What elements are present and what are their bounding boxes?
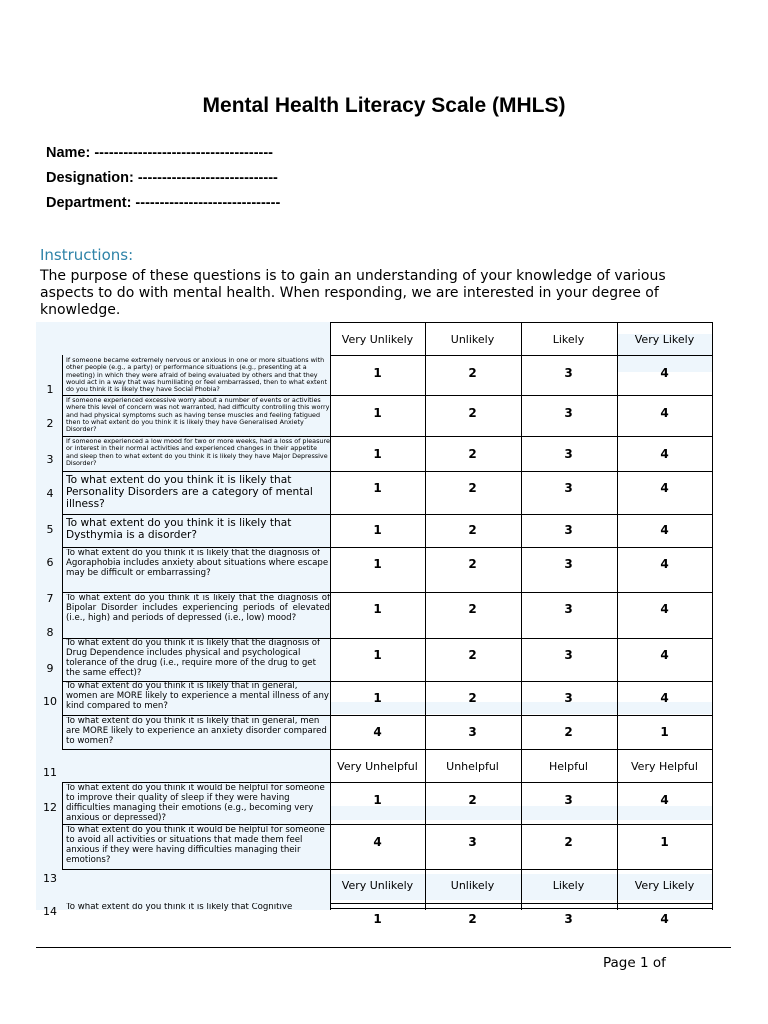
header-very-unlikely-2: Very Unlikely <box>341 879 414 892</box>
instructions-text: The purpose of these questions is to gain an understanding of your knowledge of various aspects to do with mental health. When responding, we are interested in your degree of knowledge. <box>40 268 666 318</box>
answer-option[interactable]: 4 <box>660 366 669 380</box>
header-helpful: Helpful <box>549 760 588 773</box>
answer-option[interactable]: 2 <box>468 691 477 705</box>
question-text: To what extent do you think it is likely that Personality Disorders are a category of mental illness? <box>66 474 313 511</box>
answer-option[interactable]: 3 <box>564 602 573 616</box>
question-text: To what extent do you think it is likely that the diagnosis of Bipolar Disorder includes experiencing periods of elevated (i.e., high) and periods of depressed (i.e., low) mood? <box>66 594 330 623</box>
header-very-unlikely: Very Unlikely <box>341 333 414 346</box>
answer-option[interactable]: 3 <box>564 557 573 571</box>
answer-option[interactable]: 1 <box>373 602 382 616</box>
answer-option[interactable]: 3 <box>564 523 573 537</box>
answer-option[interactable]: 2 <box>468 406 477 420</box>
header-likely: Likely <box>552 333 585 346</box>
answer-option[interactable]: 2 <box>468 481 477 495</box>
answer-option[interactable]: 4 <box>660 602 669 616</box>
row-number: 9 <box>46 662 54 675</box>
answer-option[interactable]: 1 <box>373 366 382 380</box>
question-text: If someone experienced excessive worry about a number of events or activities where this level of concern was not warranted, had difficulty controlling this worry and had physical symptoms such as having tense muscles and feeling fatigued then to what extent do you think it is likely they have Generalised Anxiety Disorder? <box>66 397 330 434</box>
answer-option[interactable]: 3 <box>564 691 573 705</box>
header-very-likely-2: Very Likely <box>634 879 695 892</box>
question-text: To what extent do you think it is likely that Cognitive <box>66 903 293 911</box>
department-field: Department: ------------------------------ <box>46 195 281 211</box>
header-unhelpful: Unhelpful <box>446 760 499 773</box>
answer-option[interactable]: 4 <box>373 835 382 849</box>
question-text: To what extent do you think it is likely that in general, men are MORE likely to experience an anxiety disorder compared to women? <box>66 717 327 746</box>
answer-option[interactable]: 2 <box>468 648 477 662</box>
answer-option[interactable]: 3 <box>564 481 573 495</box>
answer-option[interactable]: 3 <box>564 793 573 807</box>
header-unlikely: Unlikely <box>450 333 495 346</box>
row-number: 13 <box>43 872 57 885</box>
answer-option[interactable]: 4 <box>660 557 669 571</box>
page-title: Mental Health Literacy Scale (MHLS) <box>202 94 566 117</box>
row-number: 6 <box>46 556 54 569</box>
row-number: 4 <box>46 487 54 500</box>
answer-option[interactable]: 4 <box>660 523 669 537</box>
question-text: To what extent do you think it is likely that Dysthymia is a disorder? <box>66 517 292 542</box>
answer-option[interactable]: 2 <box>468 912 477 926</box>
answer-option[interactable]: 2 <box>468 447 477 461</box>
answer-option[interactable]: 2 <box>468 602 477 616</box>
row-number: 3 <box>46 453 54 466</box>
row-number: 14 <box>43 905 57 918</box>
answer-option[interactable]: 1 <box>373 557 382 571</box>
answer-option[interactable]: 1 <box>373 648 382 662</box>
question-text: To what extent do you think it is likely that in general, women are MORE likely to experience a mental illness of any kind compared to men? <box>66 682 329 711</box>
header-unlikely-2: Unlikely <box>450 879 495 892</box>
answer-option[interactable]: 2 <box>564 725 573 739</box>
answer-option[interactable]: 1 <box>660 835 669 849</box>
answer-option[interactable]: 1 <box>373 793 382 807</box>
answer-option[interactable]: 4 <box>660 406 669 420</box>
question-text: To what extent do you think it would be helpful for someone to avoid all activities or situations that made them feel anxious if they were having difficulties managing their emotions? <box>66 826 325 865</box>
answer-option[interactable]: 3 <box>564 648 573 662</box>
mhls-table <box>36 322 716 918</box>
row-number: 10 <box>43 695 57 708</box>
answer-option[interactable]: 4 <box>660 648 669 662</box>
answer-option[interactable]: 1 <box>373 912 382 926</box>
answer-option[interactable]: 4 <box>660 912 669 926</box>
answer-option[interactable]: 1 <box>660 725 669 739</box>
answer-option[interactable]: 2 <box>468 523 477 537</box>
answer-option[interactable]: 1 <box>373 481 382 495</box>
answer-option[interactable]: 2 <box>468 557 477 571</box>
header-very-helpful: Very Helpful <box>631 760 698 773</box>
question-text: If someone became extremely nervous or anxious in one or more situations with other people (e.g., a party) or performance situations (e.g., presenting at a meeting) in which they were afraid of being evaluated by others and that they would act in a way that was humiliating or feel embarrassed, then to what extent do you think it is likely they have Social Phobia? <box>66 357 328 394</box>
answer-option[interactable]: 2 <box>564 835 573 849</box>
answer-option[interactable]: 3 <box>564 912 573 926</box>
row-number: 7 <box>46 592 54 605</box>
header-very-unhelpful: Very Unhelpful <box>337 760 418 773</box>
instructions-heading: Instructions: <box>40 246 134 264</box>
row-number: 8 <box>46 626 54 639</box>
row-number: 1 <box>46 383 54 396</box>
row-number: 2 <box>46 417 54 430</box>
answer-option[interactable]: 1 <box>373 523 382 537</box>
row-number: 12 <box>43 801 57 814</box>
answer-option[interactable]: 1 <box>373 447 382 461</box>
answer-option[interactable]: 1 <box>373 406 382 420</box>
question-text: To what extent do you think it is likely that the diagnosis of Agoraphobia includes anxiety about situations where escape may be difficult or embarrassing? <box>66 549 329 578</box>
question-text: If someone experienced a low mood for two or more weeks, had a loss of pleasure or interest in their normal activities and experienced changes in their appetite and sleep then to what extent do you think it is likely they have Major Depressive Disorder? <box>66 438 330 468</box>
answer-option[interactable]: 1 <box>373 691 382 705</box>
name-field: Name: ------------------------------------- <box>46 145 274 161</box>
question-text: To what extent do you think it would be helpful for someone to improve their quality of sleep if they were having difficulties managing their emotions (e.g., becoming very anxious or depressed)? <box>66 784 325 823</box>
header-very-likely: Very Likely <box>634 333 695 346</box>
answer-option[interactable]: 4 <box>660 447 669 461</box>
page-number: Page 1 of <box>603 955 666 971</box>
answer-option[interactable]: 2 <box>468 793 477 807</box>
answer-option[interactable]: 3 <box>564 406 573 420</box>
answer-option[interactable]: 4 <box>660 481 669 495</box>
answer-option[interactable]: 3 <box>468 725 477 739</box>
answer-option[interactable]: 3 <box>564 447 573 461</box>
answer-option[interactable]: 3 <box>468 835 477 849</box>
answer-option[interactable]: 4 <box>660 793 669 807</box>
designation-field: Designation: ----------------------------- <box>46 170 278 186</box>
header-likely-2: Likely <box>552 879 585 892</box>
question-text: To what extent do you think it is likely that the diagnosis of Drug Dependence includes physical and psychological tolerance of the drug (i.e., require more of the drug to get the same effect)? <box>66 639 321 678</box>
answer-option[interactable]: 4 <box>373 725 382 739</box>
row-number: 11 <box>43 766 57 779</box>
row-number: 5 <box>46 523 54 536</box>
answer-option[interactable]: 3 <box>564 366 573 380</box>
answer-option[interactable]: 2 <box>468 366 477 380</box>
footer-divider <box>36 947 731 948</box>
answer-option[interactable]: 4 <box>660 691 669 705</box>
